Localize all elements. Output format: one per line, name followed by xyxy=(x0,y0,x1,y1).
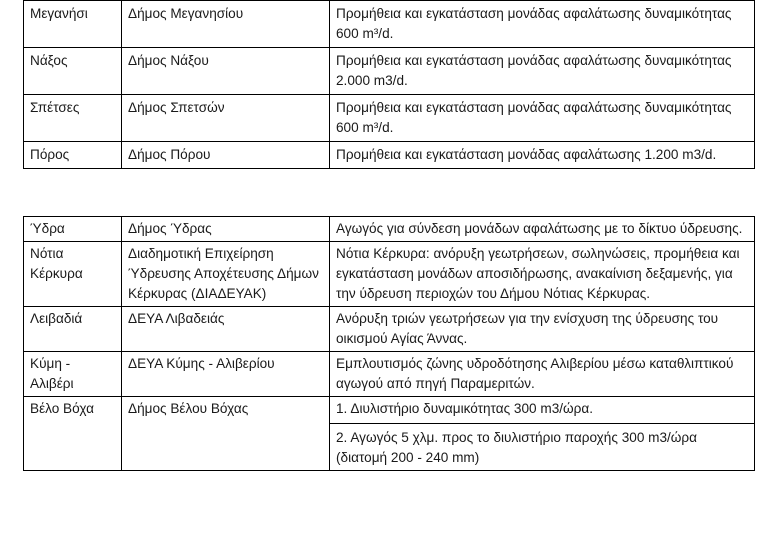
authority-cell: Δήμος Πόρου xyxy=(122,142,330,169)
authority-cell: ΔΕΥΑ Κύμης - Αλιβερίου xyxy=(122,352,330,397)
place-cell: Λειβαδιά xyxy=(24,307,122,352)
place-cell: Ύδρα xyxy=(24,217,122,242)
authority-cell: Δήμος Νάξου xyxy=(122,48,330,95)
place-cell: Μεγανήσι xyxy=(24,1,122,48)
place-cell: Κύμη - Αλιβέρι xyxy=(24,352,122,397)
project-cell xyxy=(330,397,755,471)
table-row xyxy=(24,1,755,48)
table-row xyxy=(24,48,755,95)
authority-cell: Δήμος Βέλου Βόχας xyxy=(122,397,330,471)
authority-cell: Δήμος Ύδρας xyxy=(122,217,330,242)
place-cell: Βέλο Βόχα xyxy=(24,397,122,471)
project-cell: Εμπλουτισμός ζώνης υδροδότησης Αλιβερίου μέσω καταθλιπτικού αγωγού από πηγή Παραμεριτών. xyxy=(330,352,755,397)
projects-table-top xyxy=(23,0,755,169)
authority-cell: Δήμος Μεγανησίου xyxy=(122,1,330,48)
table-row xyxy=(24,217,755,242)
project-cell: Προμήθεια και εγκατάσταση μονάδας αφαλάτωσης 1.200 m3/d. xyxy=(330,142,755,169)
project-cell: Προμήθεια και εγκατάσταση μονάδας αφαλάτωσης δυναμικότητας 2.000 m3/d. xyxy=(330,48,755,95)
project-cell: Αγωγός για σύνδεση μονάδων αφαλάτωσης με το δίκτυο ύδρευσης. xyxy=(330,217,755,242)
project-item-2: 2. Αγωγός 5 χλμ. προς το διυλιστήριο παροχής 300 m3/ώρα (διατομή 200 - 240 mm) xyxy=(330,423,754,468)
place-cell: Νάξος xyxy=(24,48,122,95)
authority-cell: Δήμος Σπετσών xyxy=(122,95,330,142)
authority-cell: ΔΕΥΑ Λιβαδειάς xyxy=(122,307,330,352)
project-cell: Προμήθεια και εγκατάσταση μονάδας αφαλάτωσης δυναμικότητας 600 m³/d. xyxy=(330,95,755,142)
project-item-1: 1. Διυλιστήριο δυναμικότητας 300 m3/ώρα. xyxy=(336,401,594,416)
project-cell: Νότια Κέρκυρα: ανόρυξη γεωτρήσεων, σωληνώσεις, προμήθεια και εγκατάσταση μονάδων αποσιδήρωσης, ανακαίνιση δεξαμενής, για την ύδρευση περιοχών του Δήμου Νότιας Κέρκυρας. xyxy=(330,242,755,307)
place-cell: Νότια Κέρκυρα xyxy=(24,242,122,307)
table-row xyxy=(24,397,755,471)
authority-cell: Διαδημοτική Επιχείρηση Ύδρευσης Αποχέτευσης Δήμων Κέρκυρας (ΔΙΑΔΕΥΑΚ) xyxy=(122,242,330,307)
table-row xyxy=(24,242,755,307)
table-row xyxy=(24,142,755,169)
place-cell: Πόρος xyxy=(24,142,122,169)
project-cell: Προμήθεια και εγκατάσταση μονάδας αφαλάτωσης δυναμικότητας 600 m³/d. xyxy=(330,1,755,48)
project-cell: Ανόρυξη τριών γεωτρήσεων για την ενίσχυση της ύδρευσης του οικισμού Αγίας Άννας. xyxy=(330,307,755,352)
table-row xyxy=(24,352,755,397)
place-cell: Σπέτσες xyxy=(24,95,122,142)
table-row xyxy=(24,307,755,352)
projects-table-bottom xyxy=(23,216,755,471)
table-row xyxy=(24,95,755,142)
